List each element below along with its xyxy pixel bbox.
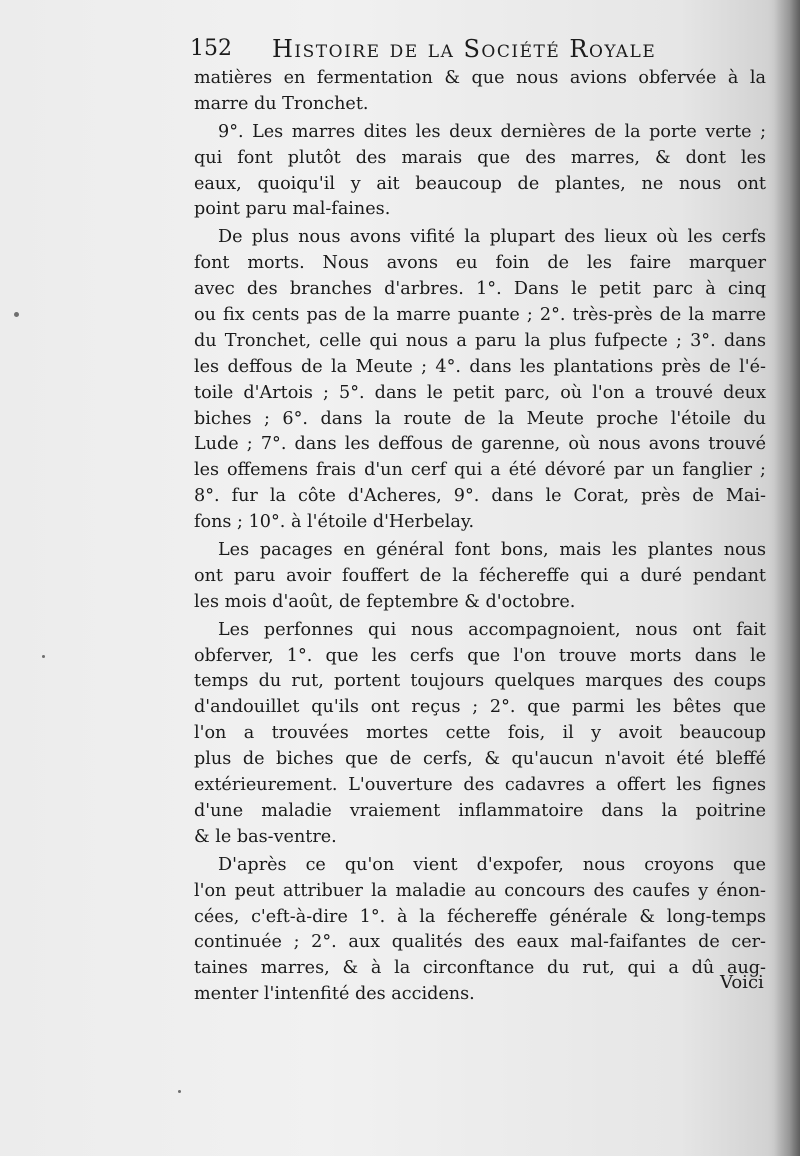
text-line: ou fix cents pas de la marre puante ; 2°. très-près de la marre: [194, 305, 766, 326]
ink-speck: [14, 312, 19, 317]
text-line: marre du Tronchet.: [194, 93, 369, 114]
text-line: Lude ; 7°. dans les deffous de garenne, où nous avons trouvé: [194, 434, 766, 455]
text-line: 8°. fur la côte d'Acheres, 9°. dans le Corat, près de Mai-: [194, 486, 766, 507]
ink-speck: [178, 1090, 181, 1093]
text-line: 9°. Les marres dites les deux dernières de la porte verte ;: [218, 121, 766, 142]
text-line: ont paru avoir fouffert de la féchereffe qui a duré pendant: [194, 565, 766, 586]
text-line: menter l'intenfité des accidens.: [194, 984, 475, 1005]
body-text: [194, 66, 766, 1008]
text-line: du Tronchet, celle qui nous a paru la plus fufpecte ; 3°. dans: [194, 330, 766, 351]
running-head: Histoire de la Société Royale: [272, 35, 657, 63]
text-line: les mois d'août, de feptembre & d'octobre.: [194, 591, 576, 612]
text-line: qui font plutôt des marais que des marres, & dont les: [194, 147, 766, 168]
text-line: Les pacages en général font bons, mais les plantes nous: [218, 540, 766, 561]
text-line: taines marres, & à la circonftance du rut, qui a dû aug-: [194, 958, 766, 979]
text-line: eaux, quoiqu'il y ait beaucoup de plantes, ne nous ont: [194, 173, 766, 194]
text-line: & le bas-ventre.: [194, 826, 337, 847]
text-line: point paru mal-faines.: [194, 199, 391, 220]
text-line: toile d'Artois ; 5°. dans le petit parc, où l'on a trouvé deux: [194, 382, 766, 403]
text-line: Les perfonnes qui nous accompagnoient, nous ont fait: [218, 619, 766, 640]
page-number: 152: [190, 36, 232, 61]
text-line: l'on a trouvées mortes cette fois, il y avoit beaucoup: [194, 723, 766, 744]
text-line: cées, c'eft-à-dire 1°. à la féchereffe générale & long-temps: [194, 906, 766, 927]
text-line: matières en fermentation & que nous avions obfervée à la: [194, 68, 766, 88]
text-line: extérieurement. L'ouverture des cadavres a offert les fignes: [194, 775, 766, 796]
text-line: d'andouillet qu'ils ont reçus ; 2°. que parmi les bêtes que: [194, 697, 766, 718]
text-line: De plus nous avons vifité la plupart des lieux où les cerfs: [218, 227, 766, 248]
text-line: avec des branches d'arbres. 1°. Dans le petit parc à cinq: [194, 279, 766, 300]
ink-speck: [42, 655, 45, 658]
text-line: l'on peut attribuer la maladie au concours des caufes y énon-: [194, 880, 766, 901]
text-line: plus de biches que de cerfs, & qu'aucun n'avoit été bleffé: [194, 749, 766, 770]
text-line: font morts. Nous avons eu foin de les faire marquer: [194, 253, 766, 274]
text-line: d'une maladie vraiement inflammatoire dans la poitrine: [194, 800, 766, 821]
text-line: temps du rut, portent toujours quelques marques des coups: [194, 671, 766, 692]
text-line: obferver, 1°. que les cerfs que l'on trouve morts dans le: [194, 645, 766, 666]
text-line: biches ; 6°. dans la route de la Meute proche l'étoile du: [194, 408, 766, 429]
text-line: continuée ; 2°. aux qualités des eaux mal-faifantes de cer-: [194, 932, 766, 953]
catchword: Voici: [720, 972, 764, 993]
text-line: D'après ce qu'on vient d'expofer, nous croyons que: [218, 854, 766, 875]
page-header: [190, 32, 770, 66]
gutter-shadow: [774, 0, 800, 1156]
text-line: fons ; 10°. à l'étoile d'Herbelay.: [194, 512, 475, 533]
text-line: les deffous de la Meute ; 4°. dans les plantations près de l'é-: [194, 356, 766, 377]
text-line: les offemens frais d'un cerf qui a été dévoré par un fanglier ;: [194, 460, 766, 481]
